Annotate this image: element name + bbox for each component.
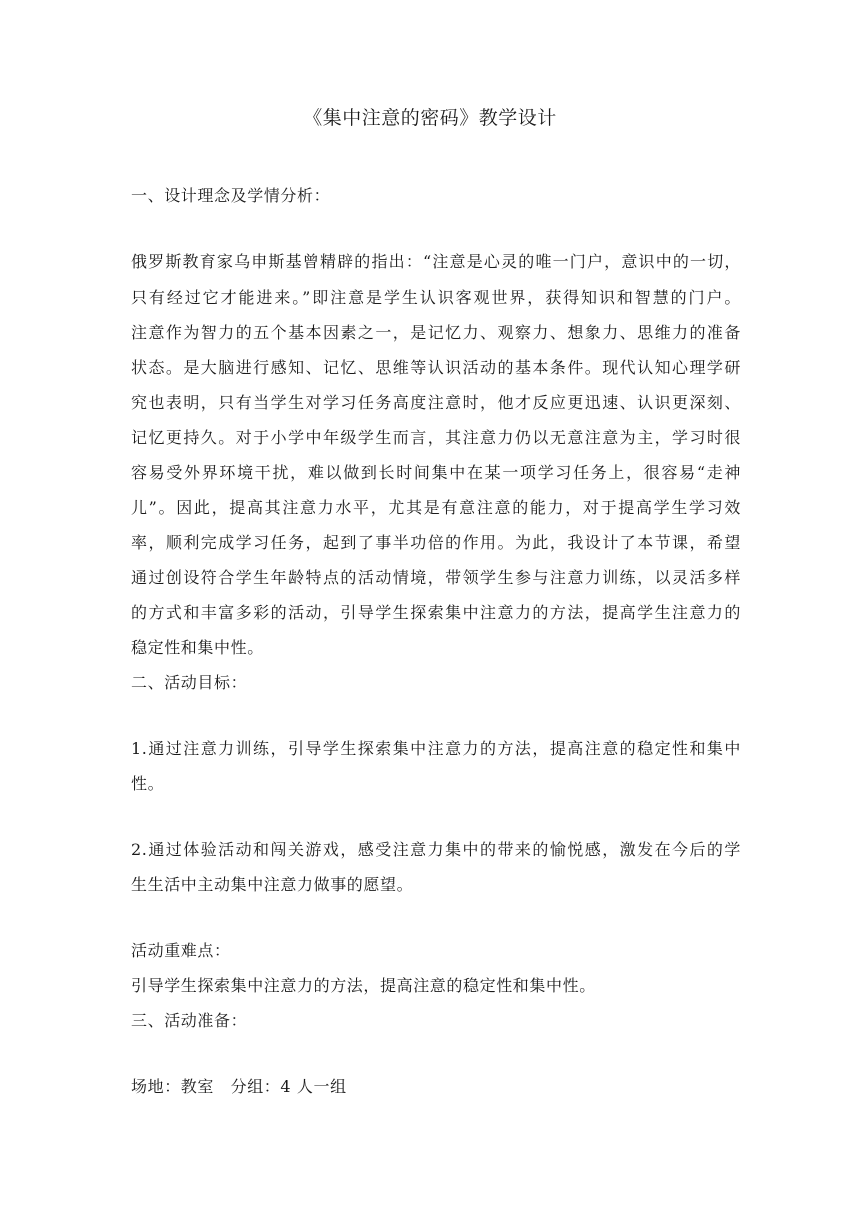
section-heading-design-concept: 一、设计理念及学情分析： bbox=[131, 186, 331, 205]
paragraph-line: 稳定性和集中性。 bbox=[131, 638, 264, 657]
goal-line: 2.通过体验活动和闯关游戏，感受注意力集中的带来的愉悦感，激发在今后的学 bbox=[131, 840, 741, 859]
paragraph-line: 状态。是大脑进行感知、记忆、思维等认识活动的基本条件。现代认知心理学研 bbox=[131, 358, 741, 377]
section-heading-preparation: 三、活动准备： bbox=[131, 1011, 248, 1030]
key-points-heading: 活动重难点： bbox=[131, 941, 231, 960]
paragraph-line: 儿”。因此，提高其注意力水平，尤其是有意注意的能力，对于提高学生学习效 bbox=[131, 498, 741, 517]
section-heading-activity-goals: 二、活动目标： bbox=[131, 673, 248, 692]
goal-line: 生生活中主动集中注意力做事的愿望。 bbox=[131, 875, 414, 894]
preparation-text: 场地：教室 分组：4 人一组 bbox=[131, 1077, 347, 1096]
goal-line: 1.通过注意力训练，引导学生探索集中注意力的方法，提高注意的稳定性和集中 bbox=[131, 739, 741, 758]
document-title: 《集中注意的密码》教学设计 bbox=[303, 107, 557, 129]
goal-line: 性。 bbox=[131, 774, 165, 793]
paragraph-line: 的方式和丰富多彩的活动，引导学生探索集中注意力的方法，提高学生注意力的 bbox=[131, 603, 741, 622]
paragraph-line: 率，顺利完成学习任务，起到了事半功倍的作用。为此，我设计了本节课，希望 bbox=[131, 533, 741, 552]
paragraph-line: 记忆更持久。对于小学中年级学生而言，其注意力仍以无意注意为主，学习时很 bbox=[131, 428, 741, 447]
paragraph-line: 只有经过它才能进来。”即注意是学生认识客观世界，获得知识和智慧的门户。 bbox=[131, 288, 741, 307]
paragraph-line: 究也表明，只有当学生对学习任务高度注意时，他才反应更迅速、认识更深刻、 bbox=[131, 393, 741, 412]
key-points-text: 引导学生探索集中注意力的方法，提高注意的稳定性和集中性。 bbox=[131, 976, 596, 995]
paragraph-line: 容易受外界环境干扰，难以做到长时间集中在某一项学习任务上，很容易“走神 bbox=[131, 463, 741, 482]
paragraph-line: 俄罗斯教育家乌申斯基曾精辟的指出：“注意是心灵的唯一门户，意识中的一切， bbox=[131, 252, 741, 271]
paragraph-line: 注意作为智力的五个基本因素之一，是记忆力、观察力、想象力、思维力的准备 bbox=[131, 323, 741, 342]
paragraph-line: 通过创设符合学生年龄特点的活动情境，带领学生参与注意力训练，以灵活多样 bbox=[131, 568, 741, 587]
